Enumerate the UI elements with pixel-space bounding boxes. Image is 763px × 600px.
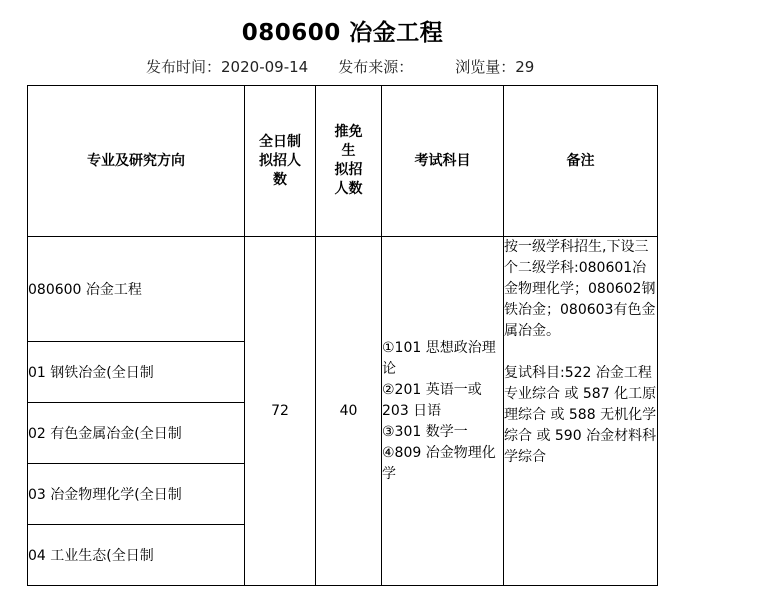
- table-header-row: [28, 86, 658, 237]
- source-label: 发布来源：: [338, 58, 414, 76]
- direction-cell: 02 有色金属冶金(全日制: [28, 403, 245, 464]
- direction-cell: 03 冶金物理化学(全日制: [28, 464, 245, 525]
- direction-cell: 080600 冶金工程: [28, 237, 245, 342]
- exempt-count: 40: [316, 237, 382, 586]
- subject-item: ④809 冶金物理化学: [382, 444, 496, 482]
- direction-cell: 01 钢铁冶金(全日制: [28, 342, 245, 403]
- views-count: 29: [515, 58, 535, 76]
- publish-time-label: 发布时间：: [146, 58, 222, 76]
- header-exempt-line: 拟招: [334, 162, 363, 178]
- header-subjects: 考试科目: [382, 86, 504, 237]
- header-fulltime-quota: [245, 86, 316, 237]
- header-fulltime-line: 全日制: [259, 133, 301, 150]
- note-retest-subjects: 复试科目:522 冶金工程专业综合 或 587 化工原理综合 或 588 无机化学综合 或 590 冶金材料科学综合: [504, 365, 657, 465]
- subject-item: ③301 数学一: [382, 423, 468, 440]
- header-exempt-line: 人数: [334, 181, 363, 197]
- header-fulltime-line: 数: [273, 171, 287, 188]
- header-fulltime-line: 拟招人: [259, 152, 301, 169]
- article-meta: [146, 56, 534, 77]
- publish-time: 2020-09-14: [221, 58, 309, 76]
- subject-item: ①101 思想政治理论: [382, 339, 496, 377]
- direction-cell: 04 工业生态(全日制: [28, 525, 245, 586]
- header-exempt-line: 推免: [334, 124, 363, 140]
- header-exempt-line: 生: [341, 143, 356, 159]
- note-enrollment: 按一级学科招生,下设三个二级学科:080601冶金物理化学；080602钢铁冶金；080603有色金属冶金。: [504, 239, 656, 339]
- admissions-table: [27, 85, 658, 586]
- header-direction: 专业及研究方向: [28, 86, 245, 237]
- subject-item: ②201 英语一或 203 日语: [382, 381, 482, 419]
- notes-cell: [504, 237, 658, 586]
- views-label: 浏览量：: [455, 58, 516, 76]
- table-row: [28, 237, 658, 342]
- header-exempt-quota: [316, 86, 382, 237]
- page-title: 080600 冶金工程: [241, 20, 444, 46]
- fulltime-count: 72: [245, 237, 316, 586]
- exam-subjects: [382, 237, 504, 586]
- header-notes: 备注: [504, 86, 658, 237]
